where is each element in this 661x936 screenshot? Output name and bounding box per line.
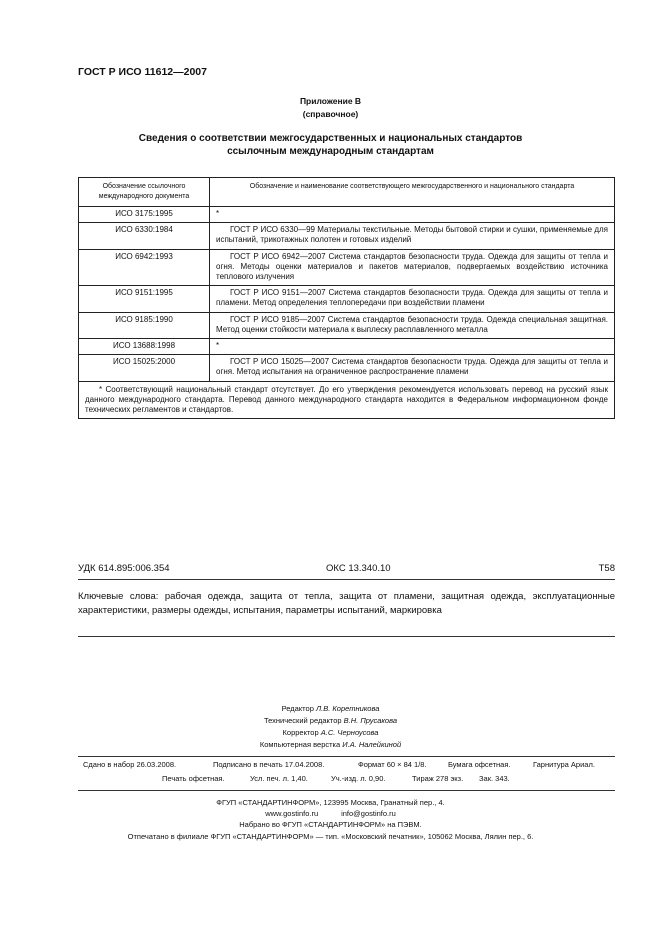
table-cell-standard: ГОСТ Р ИСО 15025—2007 Система стандартов безопасности труда. Одежда для защиты от тепла и огня. Метод испытания на ограниченное распространение пламени [210, 355, 615, 381]
table-row [79, 207, 615, 223]
credit-role: Технический редактор [263, 716, 342, 725]
publisher-email-link[interactable]: info@gostinfo.ru [341, 809, 396, 819]
credit-role: Редактор [281, 704, 314, 713]
credit-editor [0, 703, 661, 715]
annex-type: (справочное) [302, 109, 359, 119]
annex-title: Приложение В [299, 96, 362, 106]
credit-role: Компьютерная верстка [259, 740, 341, 749]
table-cell-reference: ИСО 3175:1995 [79, 207, 210, 223]
credit-role: Корректор [282, 728, 319, 737]
table-row [79, 312, 615, 338]
table-cell-standard: * [210, 339, 615, 355]
table-cell-standard: ГОСТ Р ИСО 9185—2007 Система стандартов безопасности труда. Одежда специальная защитная. Метод оценки стойкости материала к выплеску расплавленного металла [210, 312, 615, 338]
table-row [79, 286, 615, 312]
table-row [79, 355, 615, 381]
section-title-line2: ссылочным международным стандартам [227, 146, 434, 157]
table-cell-standard: ГОСТ Р ИСО 6942—2007 Система стандартов безопасности труда. Одежда для защиты от тепла и огня. Методы оценки материалов и пакетов материалов, подвергаемых воздействию источника теплового излучения [210, 249, 615, 286]
keywords: Ключевые слова: рабочая одежда, защита от тепла, защита от пламени, защитная одежда, эксплуатационные характеристики, размеры одежды, испытания, параметры испытаний, маркировка [78, 591, 615, 616]
table-row [79, 249, 615, 286]
table-cell-standard: * [210, 207, 615, 223]
table-footnote: * Соответствующий национальный стандарт отсутствует. До его утверждения рекомендуется использовать перевод на русский язык данного международного стандарта. Перевод данного международного стандарта находится в Федеральном информационном фонде технических регламентов и стандартов. [79, 381, 615, 419]
oks-code: ОКС 13.340.10 [326, 563, 391, 574]
col-header-national-standard: Обозначение и наименование соответствующего межгосударственного и национального стандарта [210, 178, 615, 207]
credit-name: И.А. Налейкиной [342, 740, 402, 749]
divider [78, 756, 615, 757]
print-order: Зак. 343. [479, 774, 510, 783]
print-method: Печать офсетная. [162, 774, 225, 783]
credit-layout [0, 739, 661, 751]
standards-correspondence-table [78, 177, 615, 419]
credit-name: Л.В. Коретникова [315, 704, 380, 713]
publisher-typeset: Набрано во ФГУП «СТАНДАРТИНФОРМ» на ПЭВМ. [239, 820, 422, 830]
print-format: Формат 60 × 84 1/8. [358, 760, 427, 769]
table-cell-reference: ИСО 9185:1990 [79, 312, 210, 338]
credit-name: А.С. Черноусова [320, 728, 379, 737]
table-cell-reference: ИСО 13688:1998 [79, 339, 210, 355]
table-footnote-row [79, 381, 615, 419]
publisher-contacts [0, 808, 661, 819]
divider [78, 790, 615, 791]
print-copies: Тираж 278 экз. [412, 774, 464, 783]
print-paper: Бумага офсетная. [448, 760, 511, 769]
pub-sheets: Уч.-изд. л. 0,90. [331, 774, 386, 783]
credit-name: В.Н. Прусакова [343, 716, 398, 725]
divider [78, 636, 615, 637]
publisher-address: ФГУП «СТАНДАРТИНФОРМ», 123995 Москва, Гранатный пер., 4. [216, 798, 445, 807]
table-row [79, 339, 615, 355]
print-sign-date: Подписано в печать 17.04.2008. [213, 760, 325, 769]
publisher-block [0, 797, 661, 842]
category-code: Т58 [598, 563, 615, 574]
section-title-line1: Сведения о соответствии межгосударственных и национальных стандартов [138, 133, 523, 144]
credit-tech-editor [0, 715, 661, 727]
publisher-printed: Отпечатано в филиале ФГУП «СТАНДАРТИНФОРМ» — тип. «Московский печатник», 105062 Москва, Лялин пер., 6. [127, 831, 534, 841]
credits-block [0, 703, 661, 751]
table-cell-reference: ИСО 6942:1993 [79, 249, 210, 286]
table-cell-standard: ГОСТ Р ИСО 9151—2007 Система стандартов безопасности труда. Одежда для защиты от тепла и пламени. Метод определения теплопередачи при воздействии пламени [210, 286, 615, 312]
udk-code: УДК 614.895:006.354 [78, 563, 170, 574]
table-cell-reference: ИСО 9151:1995 [79, 286, 210, 312]
print-sheets: Усл. печ. л. 1,40. [250, 774, 308, 783]
table-cell-standard: ГОСТ Р ИСО 6330—99 Материалы текстильные. Методы бытовой стирки и сушки, применяемые для испытаний, трикотажных полотен и готовых изделий [210, 223, 615, 249]
credit-corrector [0, 727, 661, 739]
table-header-row [79, 178, 615, 207]
page-header-standard: ГОСТ Р ИСО 11612—2007 [78, 66, 207, 78]
divider [78, 579, 615, 580]
print-typeface: Гарнитура Ариал. [533, 760, 595, 769]
publisher-site-link[interactable]: www.gostinfo.ru [265, 809, 319, 819]
table-row [79, 223, 615, 249]
table-cell-reference: ИСО 15025:2000 [79, 355, 210, 381]
print-set-date: Сдано в набор 26.03.2008. [83, 760, 177, 769]
col-header-reference: Обозначение ссылочного международного документа [79, 178, 210, 207]
table-cell-reference: ИСО 6330:1984 [79, 223, 210, 249]
